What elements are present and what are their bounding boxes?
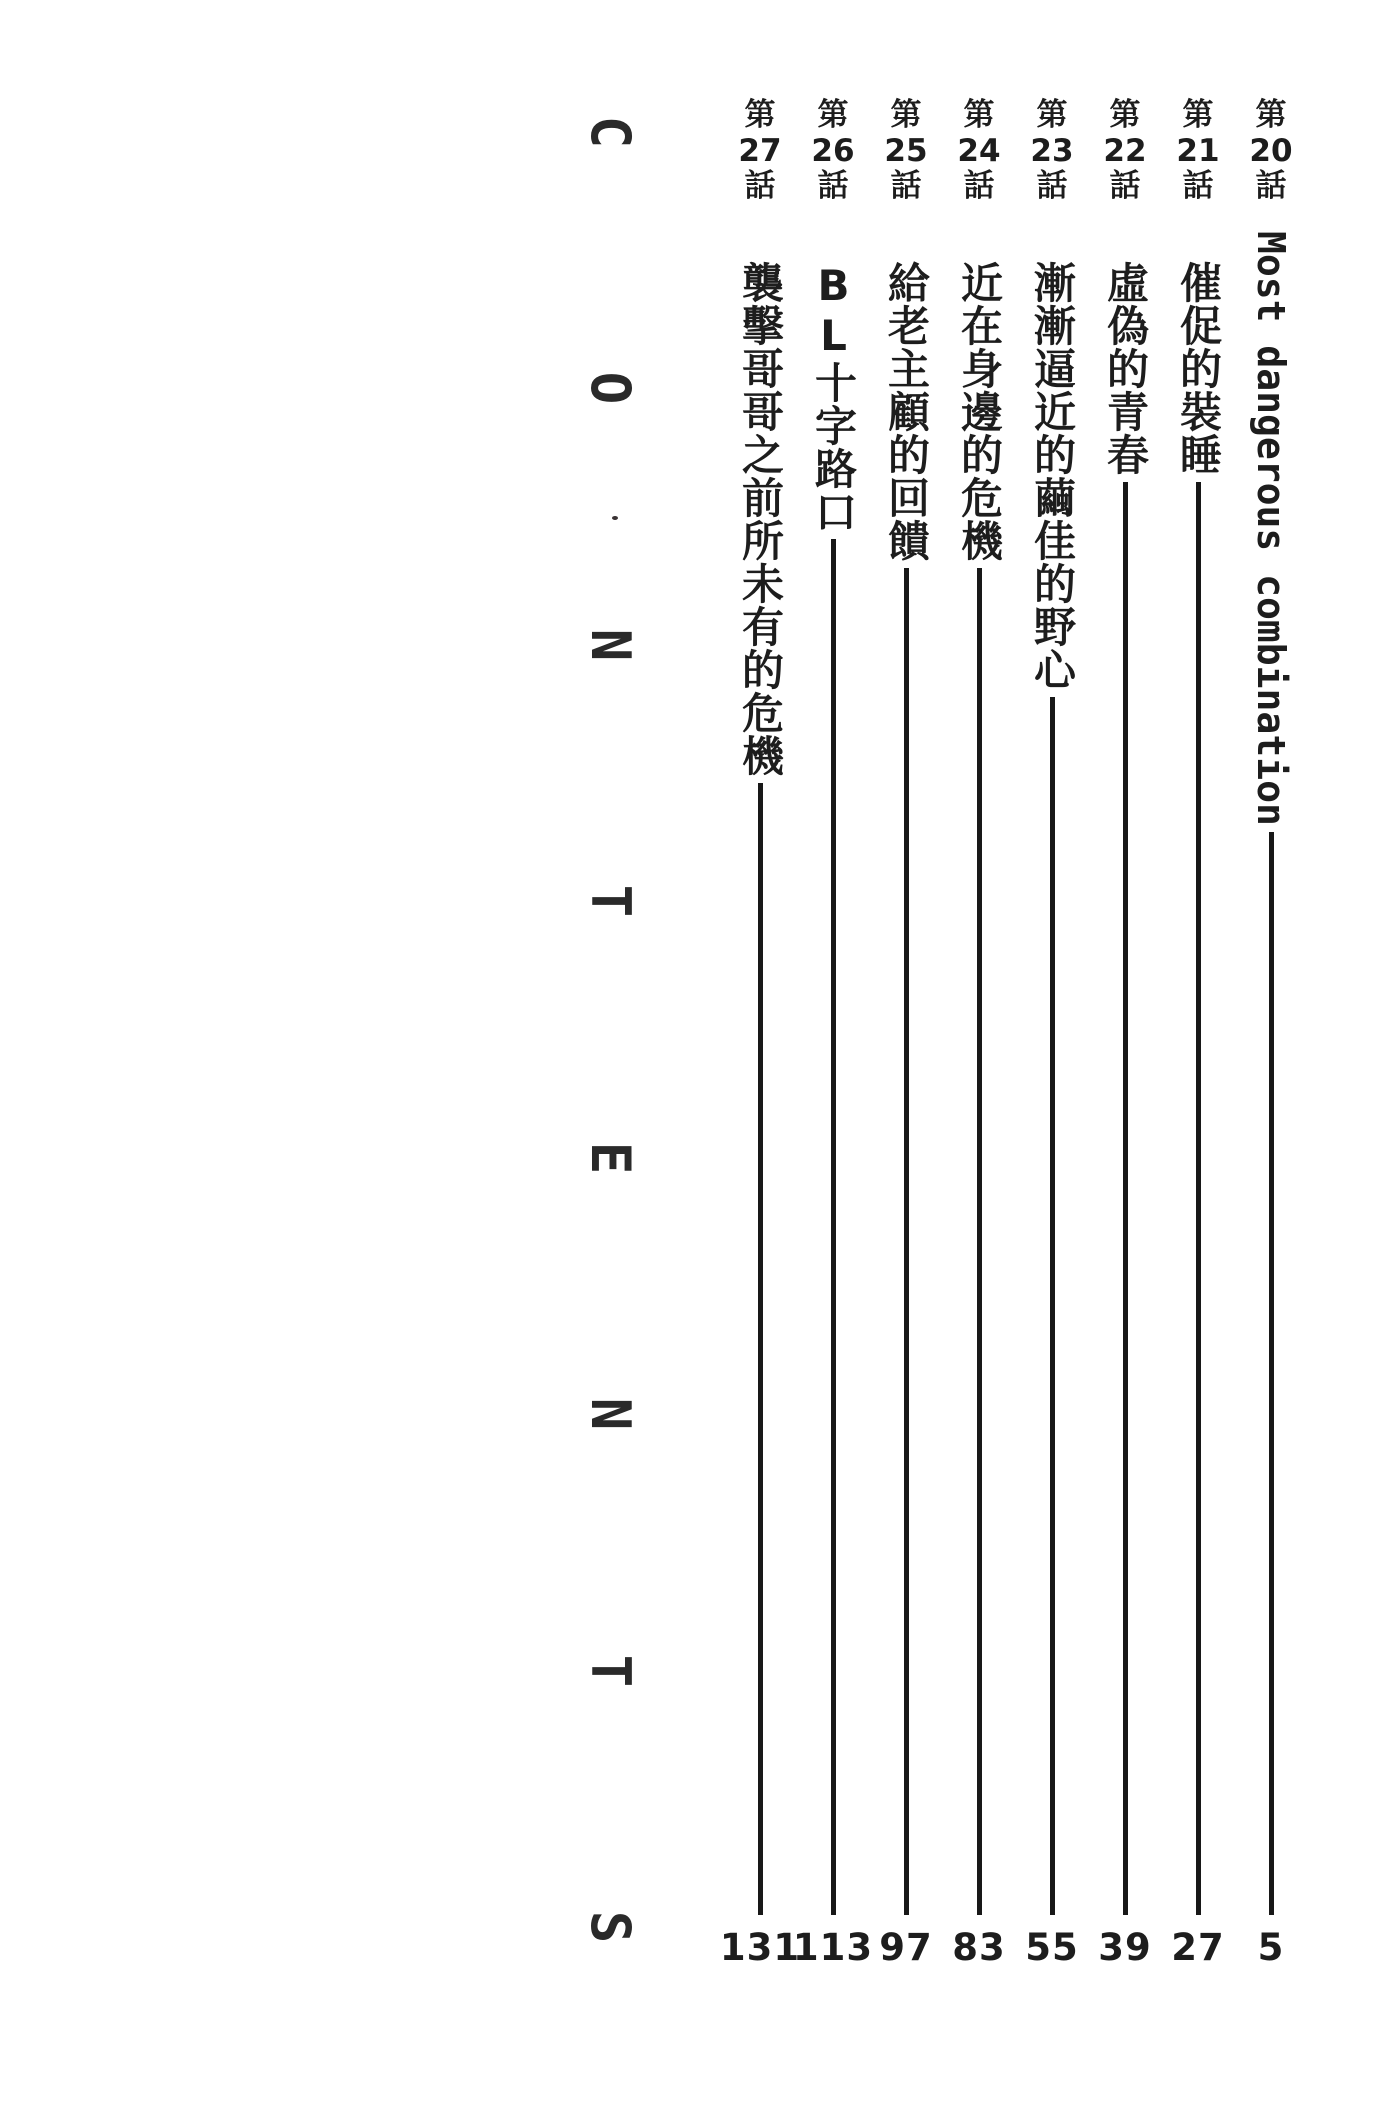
leader-line: [831, 539, 836, 1915]
chapter-prefix-label: 第: [744, 97, 776, 133]
chapter-suffix-label: 話: [890, 168, 922, 205]
chapter-column: [792, 97, 874, 1969]
page-number: 97: [879, 1926, 933, 1969]
chapter-suffix-label: 話: [1255, 168, 1287, 205]
chapter-column: [719, 97, 801, 1969]
leader-line: [1050, 697, 1055, 1915]
chapter-prefix-label: 第: [817, 97, 849, 133]
chapter-suffix-label: 話: [1182, 168, 1214, 205]
leader-line: [1196, 482, 1201, 1915]
chapter-title: 催促的裝睡: [1174, 261, 1223, 477]
contents-letter: O: [579, 372, 642, 405]
page-number: 83: [952, 1926, 1006, 1969]
contents-letter: S: [579, 1910, 642, 1944]
leader-line: [1269, 832, 1274, 1915]
contents-letter: N: [579, 628, 642, 662]
chapter-suffix-label: 話: [1109, 168, 1141, 205]
page-number: 5: [1257, 1926, 1285, 1969]
chapter-number-label: 24: [957, 132, 1001, 169]
chapter-title: 虛偽的青春: [1101, 261, 1150, 477]
chapter-suffix-label: 話: [963, 168, 995, 205]
contents-letter: C: [579, 115, 642, 149]
chapter-number-label: 26: [811, 132, 855, 169]
chapter-column: [947, 97, 1011, 1969]
chapter-number-label: 22: [1103, 132, 1147, 169]
leader-line: [1123, 482, 1128, 1915]
chapter-header: [957, 98, 1000, 204]
contents-letter: T: [579, 885, 642, 918]
chapter-prefix-label: 第: [1109, 97, 1141, 133]
chapter-column: [1166, 97, 1230, 1969]
chapter-prefix-label: 第: [963, 97, 995, 133]
chapter-header: [738, 98, 781, 204]
chapter-header: [811, 98, 854, 204]
page-number: 39: [1098, 1926, 1152, 1969]
page-number: 27: [1171, 1926, 1225, 1969]
chapter-header: [1103, 98, 1146, 204]
page-number: 113: [792, 1926, 874, 1969]
chapter-header: [1030, 98, 1073, 204]
chapter-column: [1093, 97, 1157, 1969]
leader-line: [977, 568, 982, 1915]
contents-letter: T: [579, 1654, 642, 1687]
contents-letter: N: [579, 1397, 642, 1431]
leader-line: [758, 783, 763, 1915]
chapter-number-label: 27: [738, 132, 782, 169]
page-number: 55: [1025, 1926, 1079, 1969]
chapter-column: [874, 97, 938, 1969]
chapter-column: [1239, 97, 1303, 1969]
chapter-header: [884, 98, 927, 204]
contents-letter: E: [579, 1141, 642, 1174]
chapter-header: [1176, 98, 1219, 204]
contents-vertical-word: [579, 104, 642, 1955]
chapter-title: 襲擊哥哥之前所未有的危機: [736, 261, 785, 778]
chapter-number-label: 25: [884, 132, 928, 169]
chapter-suffix-label: 話: [817, 168, 849, 205]
chapter-title: 近在身邊的危機: [955, 261, 1004, 563]
page-number: 131: [719, 1926, 801, 1969]
chapter-number-label: 21: [1176, 132, 1220, 169]
chapter-title: 漸漸逼近的繭佳的野心: [1028, 261, 1077, 692]
chapter-prefix-label: 第: [890, 97, 922, 133]
leader-line: [904, 568, 909, 1915]
chapter-title: 給老主顧的回饋: [882, 261, 931, 563]
chapter-prefix-label: 第: [1255, 97, 1287, 133]
chapter-number-label: 23: [1030, 132, 1074, 169]
chapter-title: BL十字路口: [809, 261, 858, 534]
chapter-suffix-label: 話: [1036, 168, 1068, 205]
chapter-prefix-label: 第: [1182, 97, 1214, 133]
chapter-header: [1249, 98, 1292, 204]
chapter-suffix-label: 話: [744, 168, 776, 205]
chapter-title: Most dangerous combination: [1249, 231, 1293, 826]
chapter-column: [1020, 97, 1084, 1969]
chapter-number-label: 20: [1249, 132, 1293, 169]
chapter-prefix-label: 第: [1036, 97, 1068, 133]
print-speck: [612, 516, 618, 520]
